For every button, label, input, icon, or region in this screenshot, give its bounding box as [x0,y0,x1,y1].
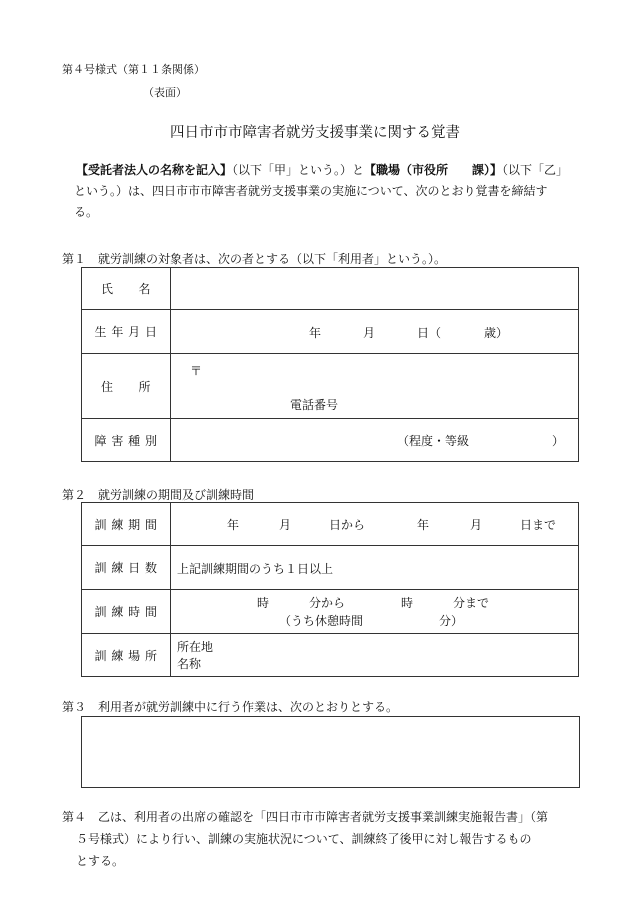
row-label-name: 氏 名 [82,268,171,310]
postal-mark: 〒 [190,364,203,378]
side-label: （表面） [143,86,187,99]
section-4-line-3: とする。 [76,854,125,868]
section-4-line-2: ５号様式）により行い、訓練の実施状況について、訓練終了後甲に対し報告するもの [76,832,532,846]
section-4 [62,806,582,872]
period-end-year: 年 [417,518,430,532]
intro-text-2: （以下「乙」 [502,163,569,177]
subject-table [81,267,579,462]
table-row [82,268,579,310]
table-row [82,354,579,419]
work-description-box[interactable] [81,716,580,788]
birth-month: 月 [363,326,376,340]
period-end-day: 日まで [520,518,557,532]
end-hour: 時 [401,596,414,610]
period-start-month: 月 [279,518,292,532]
row-label-period: 訓 練 期 間 [82,503,171,546]
days-text: 上記訓練期間のうち１日以上 [177,562,334,576]
days-field [171,546,579,590]
intro-line-1 [62,160,582,181]
row-label-hours: 訓 練 時 間 [82,590,171,634]
section-1-heading: 第１ 就労訓練の対象者は、次の者とする（以下「利用者」という。）。 [62,252,447,266]
party-a-placeholder: 【受託者法人の名称を記入】 [76,163,233,177]
break-close: 分） [439,614,464,628]
intro-line-3: る。 [74,205,99,219]
table-row [82,503,579,546]
disability-field[interactable] [171,419,579,462]
table-row [82,546,579,590]
form-number: 第４号様式（第１１条関係） [62,63,205,76]
training-table [81,502,579,677]
period-start-year: 年 [227,518,240,532]
place-field[interactable] [171,634,579,677]
row-label-disability: 障 害 種 別 [82,419,171,462]
party-b-placeholder: 【職場（市役所 課）】 [364,163,503,177]
section-2-heading: 第２ 就労訓練の期間及び訓練時間 [62,488,255,502]
grade-label: （程度・等級 [397,434,470,448]
intro-text-1: （以下「甲」という。）と [232,163,365,177]
table-row [82,590,579,634]
document-title: 四日市市市障害者就労支援事業に関する覚書 [170,125,460,141]
address-field[interactable] [171,354,579,419]
period-field[interactable] [171,503,579,546]
row-label-days: 訓 練 日 数 [82,546,171,590]
section-4-line-1: 第４ 乙は、利用者の出席の確認を「四日市市市障害者就労支援事業訓練実施報告書」（第 [62,810,549,824]
break-label: （うち休憩時間 [279,614,364,628]
birth-age: 歳） [484,326,509,340]
intro-paragraph [62,160,582,223]
period-end-month: 月 [470,518,483,532]
row-label-birth: 生 年 月 日 [82,310,171,354]
row-label-address: 住 所 [82,354,171,419]
table-row [82,419,579,462]
table-row [82,634,579,677]
phone-label: 電話番号 [290,398,339,412]
birth-day: 日（ [417,326,442,340]
table-row [82,310,579,354]
intro-line-2: という。）は、四日市市市障害者就労支援事業の実施について、次のとおり覚書を締結す [74,184,548,198]
start-hour: 時 [257,596,270,610]
row-label-place: 訓 練 場 所 [82,634,171,677]
hours-field[interactable] [171,590,579,634]
period-start-day: 日から [329,518,366,532]
name-field[interactable] [171,268,579,310]
birth-year: 年 [309,326,322,340]
start-minute: 分から [309,596,346,610]
location-label: 所在地 [177,640,214,654]
place-name-label: 名称 [177,657,202,671]
grade-close: ） [552,434,565,448]
end-minute: 分まで [453,596,490,610]
section-3-heading: 第３ 利用者が就労訓練中に行う作業は、次のとおりとする。 [62,700,399,714]
birthdate-field[interactable] [171,310,579,354]
